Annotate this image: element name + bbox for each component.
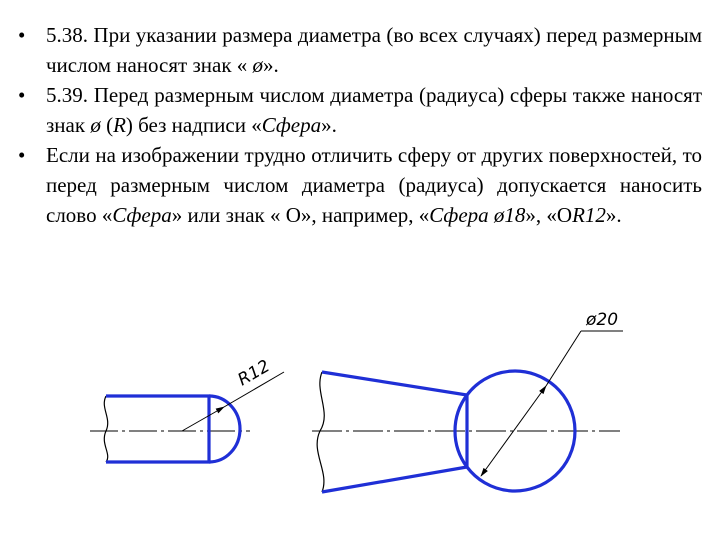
text-run: 5.39. Перед размерным числом диаметра (радиуса) сферы также наносят знак <box>46 83 702 137</box>
sphere-outline <box>455 371 575 491</box>
bullet-text <box>46 143 702 227</box>
text-run: ( <box>100 113 114 137</box>
left-rod-outline <box>106 396 209 462</box>
diameter-sign: ø <box>90 113 101 137</box>
bullet-item-5-39 <box>16 80 702 140</box>
right-dimension-label: ø20 <box>586 310 619 330</box>
sphere-word: Сфера <box>261 113 322 137</box>
bullet-marker: • <box>18 143 26 167</box>
bullet-text <box>46 23 702 77</box>
left-dimension-label: R12 <box>234 356 274 391</box>
bullet-item-sphere <box>16 140 702 230</box>
left-figure <box>90 356 284 462</box>
text-run: ) без надписи « <box>125 113 262 137</box>
cone-outline <box>322 372 467 492</box>
text-run: Если на изображении трудно отличить сферу от других поверхностей, то перед размерным числом диаметра (радиуса) допускается наносить слово « <box>46 143 702 227</box>
bullet-text <box>46 83 702 137</box>
left-sphere-end <box>209 396 240 462</box>
text-run: » или знак « О», например, « <box>171 203 430 227</box>
text-run: ». <box>321 113 337 137</box>
example-sphere-d18: Сфера ø18 <box>429 203 526 227</box>
technical-drawing <box>0 290 720 530</box>
sphere-word: Сфера <box>112 203 172 227</box>
radius-sign: R <box>113 113 126 137</box>
bullet-marker: • <box>18 23 26 47</box>
right-break-line <box>317 372 324 492</box>
text-run: », «О <box>525 203 573 227</box>
bullet-marker: • <box>18 83 26 107</box>
left-break-line <box>104 396 107 462</box>
text-run: ». <box>263 53 279 77</box>
text-run: ». <box>605 203 622 227</box>
left-radius-dimension <box>182 407 224 431</box>
text-run: 5.38. При указании размера диаметра (во всех случаях) перед размерным числом наносят знак « <box>46 23 702 77</box>
bullet-list <box>16 20 702 230</box>
right-leader-line <box>546 331 581 386</box>
bullet-item-5-38 <box>16 20 702 80</box>
example-r12: R12 <box>572 203 606 227</box>
diameter-sign: ø <box>252 53 264 77</box>
right-figure <box>312 310 623 492</box>
